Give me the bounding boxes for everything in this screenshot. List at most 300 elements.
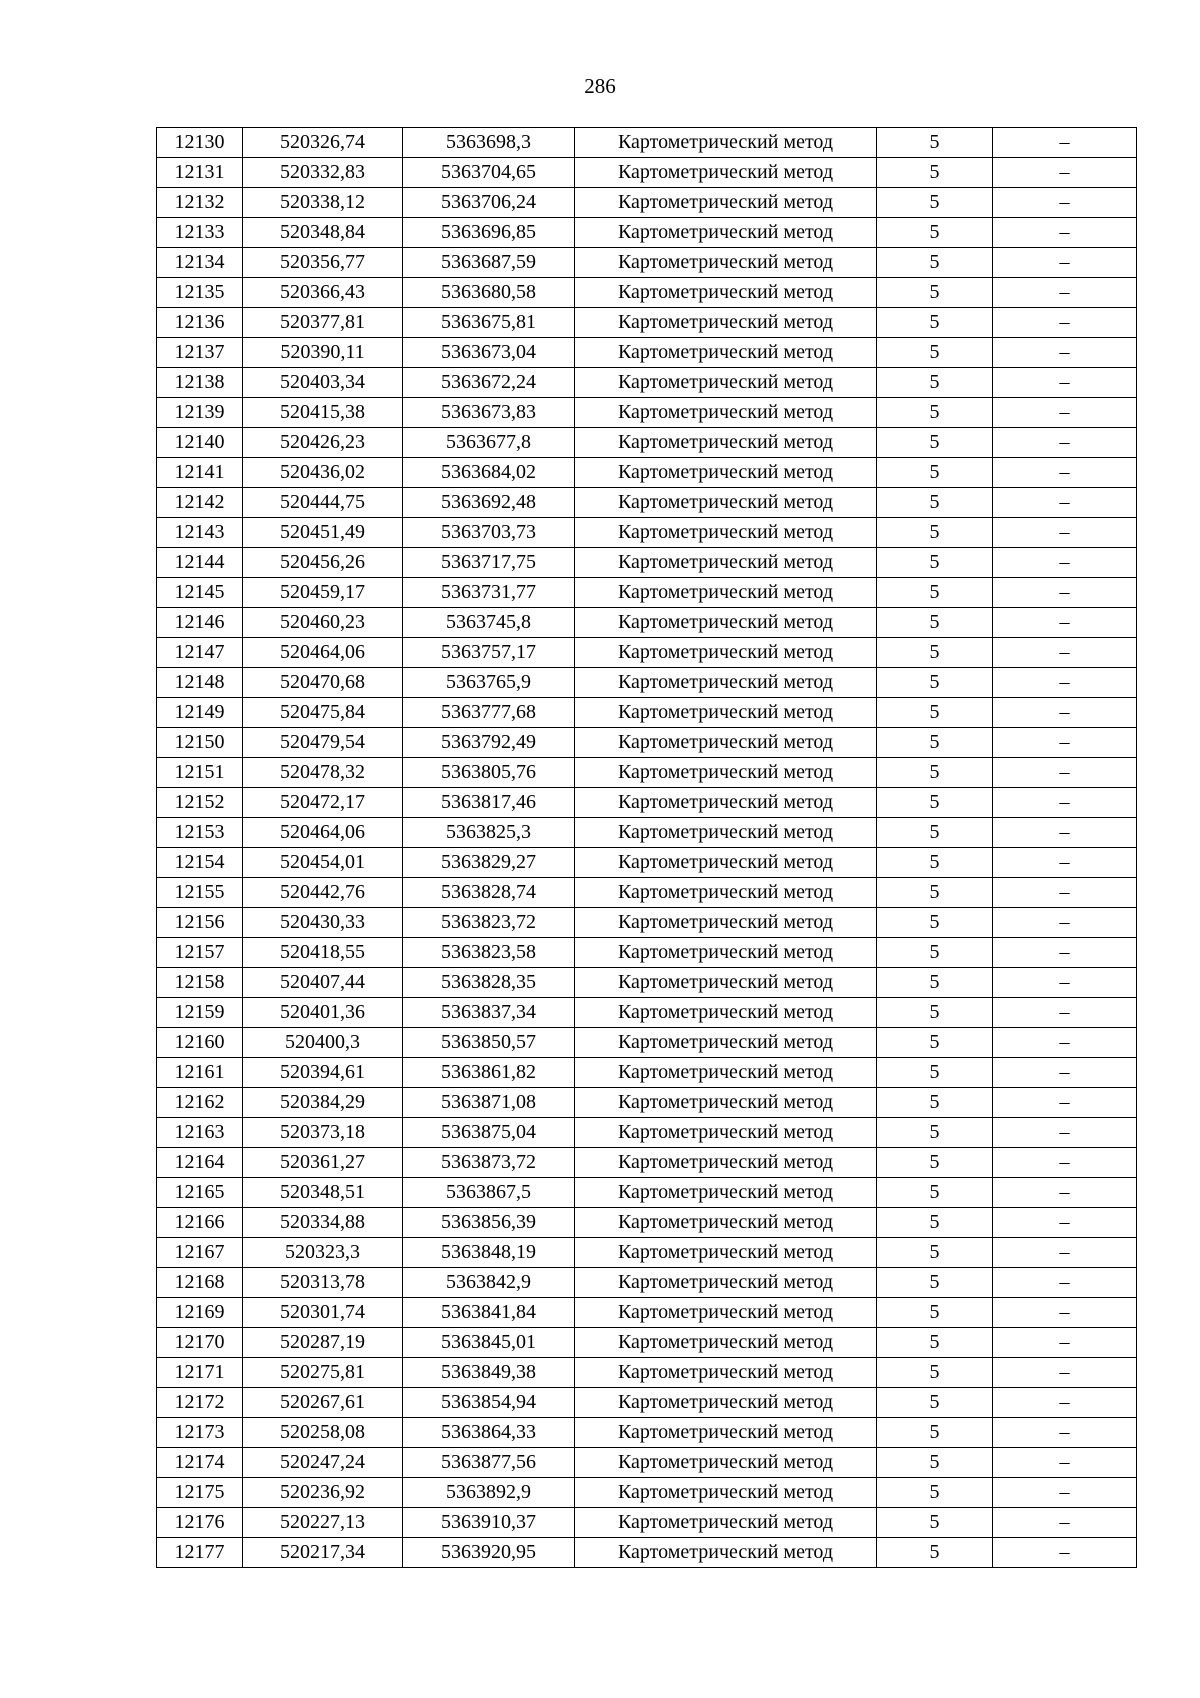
accuracy-cell: 5 xyxy=(877,338,993,368)
note-cell: – xyxy=(993,1058,1137,1088)
note-cell: – xyxy=(993,878,1137,908)
point-number-cell: 12159 xyxy=(157,998,243,1028)
accuracy-cell: 5 xyxy=(877,1268,993,1298)
table-row xyxy=(157,1538,1137,1568)
table-row xyxy=(157,1448,1137,1478)
method-cell: Картометрический метод xyxy=(575,308,877,338)
point-number-cell: 12173 xyxy=(157,1418,243,1448)
note-cell: – xyxy=(993,398,1137,428)
y-coordinate-cell: 5363745,8 xyxy=(403,608,575,638)
accuracy-cell: 5 xyxy=(877,1088,993,1118)
point-number-cell: 12148 xyxy=(157,668,243,698)
x-coordinate-cell: 520377,81 xyxy=(243,308,403,338)
note-cell: – xyxy=(993,728,1137,758)
point-number-cell: 12134 xyxy=(157,248,243,278)
x-coordinate-cell: 520258,08 xyxy=(243,1418,403,1448)
table-row xyxy=(157,1268,1137,1298)
table-row xyxy=(157,488,1137,518)
point-number-cell: 12133 xyxy=(157,218,243,248)
x-coordinate-cell: 520436,02 xyxy=(243,458,403,488)
point-number-cell: 12162 xyxy=(157,1088,243,1118)
note-cell: – xyxy=(993,458,1137,488)
method-cell: Картометрический метод xyxy=(575,758,877,788)
y-coordinate-cell: 5363805,76 xyxy=(403,758,575,788)
accuracy-cell: 5 xyxy=(877,1358,993,1388)
accuracy-cell: 5 xyxy=(877,848,993,878)
y-coordinate-cell: 5363680,58 xyxy=(403,278,575,308)
table-row xyxy=(157,368,1137,398)
x-coordinate-cell: 520444,75 xyxy=(243,488,403,518)
x-coordinate-cell: 520361,27 xyxy=(243,1148,403,1178)
y-coordinate-cell: 5363871,08 xyxy=(403,1088,575,1118)
x-coordinate-cell: 520373,18 xyxy=(243,1118,403,1148)
table-row xyxy=(157,1028,1137,1058)
y-coordinate-cell: 5363854,94 xyxy=(403,1388,575,1418)
table-row xyxy=(157,1418,1137,1448)
note-cell: – xyxy=(993,488,1137,518)
x-coordinate-cell: 520323,3 xyxy=(243,1238,403,1268)
y-coordinate-cell: 5363792,49 xyxy=(403,728,575,758)
accuracy-cell: 5 xyxy=(877,128,993,158)
note-cell: – xyxy=(993,128,1137,158)
method-cell: Картометрический метод xyxy=(575,728,877,758)
x-coordinate-cell: 520301,74 xyxy=(243,1298,403,1328)
y-coordinate-cell: 5363687,59 xyxy=(403,248,575,278)
accuracy-cell: 5 xyxy=(877,488,993,518)
table-row xyxy=(157,428,1137,458)
method-cell: Картометрический метод xyxy=(575,458,877,488)
table-row xyxy=(157,638,1137,668)
note-cell: – xyxy=(993,1028,1137,1058)
y-coordinate-cell: 5363817,46 xyxy=(403,788,575,818)
method-cell: Картометрический метод xyxy=(575,638,877,668)
x-coordinate-cell: 520332,83 xyxy=(243,158,403,188)
accuracy-cell: 5 xyxy=(877,758,993,788)
method-cell: Картометрический метод xyxy=(575,248,877,278)
accuracy-cell: 5 xyxy=(877,1448,993,1478)
table-row xyxy=(157,398,1137,428)
point-number-cell: 12149 xyxy=(157,698,243,728)
x-coordinate-cell: 520401,36 xyxy=(243,998,403,1028)
table-row xyxy=(157,1208,1137,1238)
y-coordinate-cell: 5363877,56 xyxy=(403,1448,575,1478)
note-cell: – xyxy=(993,1118,1137,1148)
x-coordinate-cell: 520313,78 xyxy=(243,1268,403,1298)
method-cell: Картометрический метод xyxy=(575,938,877,968)
point-number-cell: 12175 xyxy=(157,1478,243,1508)
method-cell: Картометрический метод xyxy=(575,578,877,608)
note-cell: – xyxy=(993,1148,1137,1178)
y-coordinate-cell: 5363850,57 xyxy=(403,1028,575,1058)
accuracy-cell: 5 xyxy=(877,1298,993,1328)
method-cell: Картометрический метод xyxy=(575,278,877,308)
y-coordinate-cell: 5363696,85 xyxy=(403,218,575,248)
note-cell: – xyxy=(993,518,1137,548)
point-number-cell: 12152 xyxy=(157,788,243,818)
x-coordinate-cell: 520217,34 xyxy=(243,1538,403,1568)
table-row xyxy=(157,1478,1137,1508)
point-number-cell: 12140 xyxy=(157,428,243,458)
accuracy-cell: 5 xyxy=(877,908,993,938)
note-cell: – xyxy=(993,848,1137,878)
table-row xyxy=(157,1388,1137,1418)
x-coordinate-cell: 520390,11 xyxy=(243,338,403,368)
note-cell: – xyxy=(993,698,1137,728)
x-coordinate-cell: 520334,88 xyxy=(243,1208,403,1238)
note-cell: – xyxy=(993,998,1137,1028)
y-coordinate-cell: 5363704,65 xyxy=(403,158,575,188)
table-row xyxy=(157,1178,1137,1208)
x-coordinate-cell: 520454,01 xyxy=(243,848,403,878)
point-number-cell: 12171 xyxy=(157,1358,243,1388)
accuracy-cell: 5 xyxy=(877,638,993,668)
x-coordinate-cell: 520326,74 xyxy=(243,128,403,158)
table-row xyxy=(157,968,1137,998)
method-cell: Картометрический метод xyxy=(575,1058,877,1088)
note-cell: – xyxy=(993,1538,1137,1568)
y-coordinate-cell: 5363673,83 xyxy=(403,398,575,428)
x-coordinate-cell: 520275,81 xyxy=(243,1358,403,1388)
accuracy-cell: 5 xyxy=(877,1538,993,1568)
method-cell: Картометрический метод xyxy=(575,548,877,578)
table-row xyxy=(157,1298,1137,1328)
accuracy-cell: 5 xyxy=(877,788,993,818)
table-row xyxy=(157,1148,1137,1178)
note-cell: – xyxy=(993,1298,1137,1328)
point-number-cell: 12142 xyxy=(157,488,243,518)
method-cell: Картометрический метод xyxy=(575,1388,877,1418)
accuracy-cell: 5 xyxy=(877,1148,993,1178)
table-row xyxy=(157,248,1137,278)
note-cell: – xyxy=(993,818,1137,848)
table-row xyxy=(157,518,1137,548)
table-row xyxy=(157,1358,1137,1388)
y-coordinate-cell: 5363706,24 xyxy=(403,188,575,218)
method-cell: Картометрический метод xyxy=(575,338,877,368)
x-coordinate-cell: 520338,12 xyxy=(243,188,403,218)
table-row xyxy=(157,548,1137,578)
table-row xyxy=(157,668,1137,698)
note-cell: – xyxy=(993,188,1137,218)
method-cell: Картометрический метод xyxy=(575,1538,877,1568)
method-cell: Картометрический метод xyxy=(575,668,877,698)
y-coordinate-cell: 5363920,95 xyxy=(403,1538,575,1568)
point-number-cell: 12177 xyxy=(157,1538,243,1568)
note-cell: – xyxy=(993,338,1137,368)
method-cell: Картометрический метод xyxy=(575,128,877,158)
table-row xyxy=(157,308,1137,338)
table-row xyxy=(157,218,1137,248)
x-coordinate-cell: 520287,19 xyxy=(243,1328,403,1358)
table-row xyxy=(157,338,1137,368)
point-number-cell: 12151 xyxy=(157,758,243,788)
y-coordinate-cell: 5363856,39 xyxy=(403,1208,575,1238)
accuracy-cell: 5 xyxy=(877,698,993,728)
note-cell: – xyxy=(993,608,1137,638)
x-coordinate-cell: 520464,06 xyxy=(243,818,403,848)
point-number-cell: 12146 xyxy=(157,608,243,638)
method-cell: Картометрический метод xyxy=(575,1028,877,1058)
point-number-cell: 12165 xyxy=(157,1178,243,1208)
note-cell: – xyxy=(993,368,1137,398)
note-cell: – xyxy=(993,1448,1137,1478)
table-row xyxy=(157,938,1137,968)
method-cell: Картометрический метод xyxy=(575,908,877,938)
x-coordinate-cell: 520400,3 xyxy=(243,1028,403,1058)
x-coordinate-cell: 520236,92 xyxy=(243,1478,403,1508)
table-row xyxy=(157,1058,1137,1088)
table-row xyxy=(157,578,1137,608)
y-coordinate-cell: 5363765,9 xyxy=(403,668,575,698)
note-cell: – xyxy=(993,1508,1137,1538)
x-coordinate-cell: 520470,68 xyxy=(243,668,403,698)
point-number-cell: 12164 xyxy=(157,1148,243,1178)
method-cell: Картометрический метод xyxy=(575,1358,877,1388)
page-number: 286 xyxy=(584,74,616,98)
x-coordinate-cell: 520426,23 xyxy=(243,428,403,458)
accuracy-cell: 5 xyxy=(877,308,993,338)
accuracy-cell: 5 xyxy=(877,248,993,278)
method-cell: Картометрический метод xyxy=(575,878,877,908)
method-cell: Картометрический метод xyxy=(575,1088,877,1118)
accuracy-cell: 5 xyxy=(877,728,993,758)
y-coordinate-cell: 5363849,38 xyxy=(403,1358,575,1388)
x-coordinate-cell: 520418,55 xyxy=(243,938,403,968)
method-cell: Картометрический метод xyxy=(575,1148,877,1178)
y-coordinate-cell: 5363848,19 xyxy=(403,1238,575,1268)
point-number-cell: 12160 xyxy=(157,1028,243,1058)
point-number-cell: 12158 xyxy=(157,968,243,998)
method-cell: Картометрический метод xyxy=(575,488,877,518)
accuracy-cell: 5 xyxy=(877,608,993,638)
note-cell: – xyxy=(993,1208,1137,1238)
x-coordinate-cell: 520407,44 xyxy=(243,968,403,998)
method-cell: Картометрический метод xyxy=(575,188,877,218)
point-number-cell: 12155 xyxy=(157,878,243,908)
y-coordinate-cell: 5363864,33 xyxy=(403,1418,575,1448)
x-coordinate-cell: 520460,23 xyxy=(243,608,403,638)
table-row xyxy=(157,128,1137,158)
point-number-cell: 12154 xyxy=(157,848,243,878)
x-coordinate-cell: 520478,32 xyxy=(243,758,403,788)
x-coordinate-cell: 520366,43 xyxy=(243,278,403,308)
accuracy-cell: 5 xyxy=(877,368,993,398)
accuracy-cell: 5 xyxy=(877,878,993,908)
point-number-cell: 12163 xyxy=(157,1118,243,1148)
table-row xyxy=(157,158,1137,188)
note-cell: – xyxy=(993,1478,1137,1508)
note-cell: – xyxy=(993,278,1137,308)
y-coordinate-cell: 5363828,35 xyxy=(403,968,575,998)
point-number-cell: 12130 xyxy=(157,128,243,158)
point-number-cell: 12145 xyxy=(157,578,243,608)
note-cell: – xyxy=(993,1388,1137,1418)
table-row xyxy=(157,848,1137,878)
accuracy-cell: 5 xyxy=(877,1478,993,1508)
y-coordinate-cell: 5363825,3 xyxy=(403,818,575,848)
accuracy-cell: 5 xyxy=(877,278,993,308)
x-coordinate-cell: 520356,77 xyxy=(243,248,403,278)
point-number-cell: 12176 xyxy=(157,1508,243,1538)
note-cell: – xyxy=(993,548,1137,578)
point-number-cell: 12170 xyxy=(157,1328,243,1358)
method-cell: Картометрический метод xyxy=(575,698,877,728)
table-row xyxy=(157,788,1137,818)
y-coordinate-cell: 5363842,9 xyxy=(403,1268,575,1298)
point-number-cell: 12136 xyxy=(157,308,243,338)
y-coordinate-cell: 5363873,72 xyxy=(403,1148,575,1178)
y-coordinate-cell: 5363731,77 xyxy=(403,578,575,608)
table-row xyxy=(157,728,1137,758)
point-number-cell: 12135 xyxy=(157,278,243,308)
y-coordinate-cell: 5363841,84 xyxy=(403,1298,575,1328)
note-cell: – xyxy=(993,1238,1137,1268)
x-coordinate-cell: 520348,84 xyxy=(243,218,403,248)
note-cell: – xyxy=(993,578,1137,608)
method-cell: Картометрический метод xyxy=(575,518,877,548)
accuracy-cell: 5 xyxy=(877,158,993,188)
y-coordinate-cell: 5363675,81 xyxy=(403,308,575,338)
note-cell: – xyxy=(993,788,1137,818)
accuracy-cell: 5 xyxy=(877,218,993,248)
method-cell: Картометрический метод xyxy=(575,788,877,818)
point-number-cell: 12156 xyxy=(157,908,243,938)
accuracy-cell: 5 xyxy=(877,998,993,1028)
method-cell: Картометрический метод xyxy=(575,998,877,1028)
accuracy-cell: 5 xyxy=(877,518,993,548)
method-cell: Картометрический метод xyxy=(575,218,877,248)
x-coordinate-cell: 520479,54 xyxy=(243,728,403,758)
method-cell: Картометрический метод xyxy=(575,1118,877,1148)
x-coordinate-cell: 520475,84 xyxy=(243,698,403,728)
y-coordinate-cell: 5363684,02 xyxy=(403,458,575,488)
x-coordinate-cell: 520472,17 xyxy=(243,788,403,818)
coordinates-table-body xyxy=(157,128,1137,1568)
x-coordinate-cell: 520430,33 xyxy=(243,908,403,938)
accuracy-cell: 5 xyxy=(877,188,993,218)
x-coordinate-cell: 520394,61 xyxy=(243,1058,403,1088)
x-coordinate-cell: 520267,61 xyxy=(243,1388,403,1418)
point-number-cell: 12157 xyxy=(157,938,243,968)
note-cell: – xyxy=(993,428,1137,458)
accuracy-cell: 5 xyxy=(877,1388,993,1418)
accuracy-cell: 5 xyxy=(877,428,993,458)
x-coordinate-cell: 520247,24 xyxy=(243,1448,403,1478)
note-cell: – xyxy=(993,638,1137,668)
y-coordinate-cell: 5363703,73 xyxy=(403,518,575,548)
accuracy-cell: 5 xyxy=(877,548,993,578)
method-cell: Картометрический метод xyxy=(575,428,877,458)
method-cell: Картометрический метод xyxy=(575,398,877,428)
table-row xyxy=(157,878,1137,908)
y-coordinate-cell: 5363823,58 xyxy=(403,938,575,968)
method-cell: Картометрический метод xyxy=(575,1478,877,1508)
table-row xyxy=(157,818,1137,848)
note-cell: – xyxy=(993,968,1137,998)
table-row xyxy=(157,608,1137,638)
note-cell: – xyxy=(993,1418,1137,1448)
y-coordinate-cell: 5363828,74 xyxy=(403,878,575,908)
x-coordinate-cell: 520415,38 xyxy=(243,398,403,428)
point-number-cell: 12143 xyxy=(157,518,243,548)
table-row xyxy=(157,1118,1137,1148)
point-number-cell: 12138 xyxy=(157,368,243,398)
note-cell: – xyxy=(993,938,1137,968)
accuracy-cell: 5 xyxy=(877,398,993,428)
method-cell: Картометрический метод xyxy=(575,968,877,998)
point-number-cell: 12137 xyxy=(157,338,243,368)
accuracy-cell: 5 xyxy=(877,1328,993,1358)
table-row xyxy=(157,908,1137,938)
table-row xyxy=(157,1238,1137,1268)
x-coordinate-cell: 520464,06 xyxy=(243,638,403,668)
x-coordinate-cell: 520384,29 xyxy=(243,1088,403,1118)
x-coordinate-cell: 520451,49 xyxy=(243,518,403,548)
y-coordinate-cell: 5363829,27 xyxy=(403,848,575,878)
table-row xyxy=(157,698,1137,728)
point-number-cell: 12174 xyxy=(157,1448,243,1478)
y-coordinate-cell: 5363777,68 xyxy=(403,698,575,728)
point-number-cell: 12167 xyxy=(157,1238,243,1268)
note-cell: – xyxy=(993,668,1137,698)
point-number-cell: 12141 xyxy=(157,458,243,488)
table-row xyxy=(157,458,1137,488)
accuracy-cell: 5 xyxy=(877,1508,993,1538)
y-coordinate-cell: 5363845,01 xyxy=(403,1328,575,1358)
note-cell: – xyxy=(993,758,1137,788)
accuracy-cell: 5 xyxy=(877,1028,993,1058)
note-cell: – xyxy=(993,908,1137,938)
y-coordinate-cell: 5363673,04 xyxy=(403,338,575,368)
y-coordinate-cell: 5363677,8 xyxy=(403,428,575,458)
note-cell: – xyxy=(993,218,1137,248)
note-cell: – xyxy=(993,1328,1137,1358)
point-number-cell: 12169 xyxy=(157,1298,243,1328)
point-number-cell: 12150 xyxy=(157,728,243,758)
accuracy-cell: 5 xyxy=(877,1238,993,1268)
method-cell: Картометрический метод xyxy=(575,1268,877,1298)
note-cell: – xyxy=(993,1178,1137,1208)
table-row xyxy=(157,278,1137,308)
y-coordinate-cell: 5363672,24 xyxy=(403,368,575,398)
y-coordinate-cell: 5363910,37 xyxy=(403,1508,575,1538)
y-coordinate-cell: 5363837,34 xyxy=(403,998,575,1028)
point-number-cell: 12132 xyxy=(157,188,243,218)
accuracy-cell: 5 xyxy=(877,668,993,698)
accuracy-cell: 5 xyxy=(877,1418,993,1448)
accuracy-cell: 5 xyxy=(877,818,993,848)
x-coordinate-cell: 520348,51 xyxy=(243,1178,403,1208)
method-cell: Картометрический метод xyxy=(575,1208,877,1238)
table-row xyxy=(157,1088,1137,1118)
y-coordinate-cell: 5363717,75 xyxy=(403,548,575,578)
y-coordinate-cell: 5363861,82 xyxy=(403,1058,575,1088)
method-cell: Картометрический метод xyxy=(575,608,877,638)
method-cell: Картометрический метод xyxy=(575,1328,877,1358)
point-number-cell: 12139 xyxy=(157,398,243,428)
accuracy-cell: 5 xyxy=(877,1208,993,1238)
method-cell: Картометрический метод xyxy=(575,848,877,878)
method-cell: Картометрический метод xyxy=(575,1238,877,1268)
point-number-cell: 12168 xyxy=(157,1268,243,1298)
x-coordinate-cell: 520456,26 xyxy=(243,548,403,578)
point-number-cell: 12161 xyxy=(157,1058,243,1088)
accuracy-cell: 5 xyxy=(877,938,993,968)
method-cell: Картометрический метод xyxy=(575,1298,877,1328)
method-cell: Картометрический метод xyxy=(575,1418,877,1448)
method-cell: Картометрический метод xyxy=(575,1178,877,1208)
point-number-cell: 12153 xyxy=(157,818,243,848)
